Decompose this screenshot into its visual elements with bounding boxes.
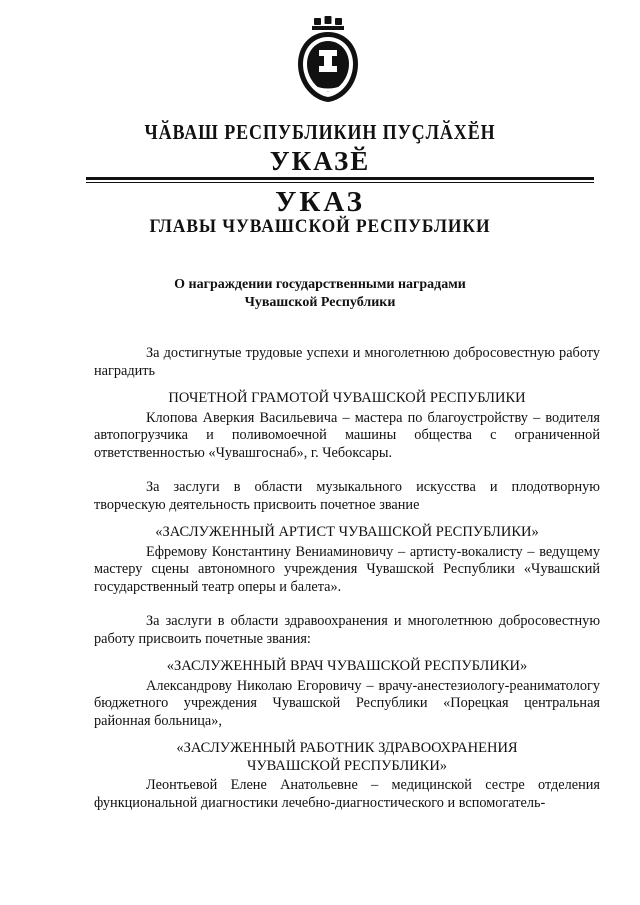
header-rule-thick <box>86 177 594 180</box>
award-name: «ЗАСЛУЖЕННЫЙ ВРАЧ ЧУВАШСКОЙ РЕСПУБЛИКИ» <box>166 658 528 674</box>
chuvash-republic-coat-of-arms-icon <box>292 16 364 104</box>
section-intro: За достигнутые трудовые успехи и многолетнюю добросовестную работу наградить <box>94 345 600 379</box>
award-name: ПОЧЕТНОЙ ГРАМОТОЙ ЧУВАШСКОЙ РЕСПУБЛИКИ <box>168 390 526 406</box>
award-name: «ЗАСЛУЖЕННЫЙ РАБОТНИК ЗДРАВООХРАНЕНИЯ ЧУВАШСКОЙ РЕСПУБЛИКИ» <box>176 740 518 774</box>
chuvash-decree-word: УКАЗӖ <box>269 146 371 176</box>
award-recipient: Ефремову Константину Вениаминовичу – артисту-вокалисту – ведущему мастеру сцены автономного учреждения Чувашской Республики «Чувашский государственный театр оперы и балета». <box>94 543 600 595</box>
award-recipient: Клопова Аверкия Васильевича – мастера по благоустройству – водителя автопогрузчика и поливомоечной машины общества с ограниченной ответственностью «Чувашгоснаб», г. Чебоксары. <box>94 409 600 461</box>
decree-title-line: О награждении государственными наградами <box>174 277 466 292</box>
award-recipient: Александрову Николаю Егоровичу – врачу-анестезиологу-реаниматологу бюджетного учреждения Чувашской Республики «Порецкая центральная районная больница», <box>94 677 600 729</box>
russian-heading: ГЛАВЫ ЧУВАШСКОЙ РЕСПУБЛИКИ <box>149 216 491 237</box>
award-name: «ЗАСЛУЖЕННЫЙ АРТИСТ ЧУВАШСКОЙ РЕСПУБЛИКИ» <box>155 524 539 540</box>
header-rule-thin <box>86 182 594 183</box>
section-intro: За заслуги в области здравоохранения и многолетнюю добросовестную работу присвоить почетные звания: <box>94 613 600 647</box>
chuvash-heading: ЧӐВАШ РЕСПУБЛИКИН ПУҪЛӐХӖН <box>144 120 496 144</box>
award-recipient: Леонтьевой Елене Анатольевне – медицинской сестре отделения функциональной диагностики лечебно-диагностического и вспомогатель- <box>94 777 600 811</box>
russian-decree-word: УКАЗ <box>275 186 365 218</box>
section-intro: За заслуги в области музыкального искусства и плодотворную творческую деятельность присвоить почетное звание <box>94 479 600 513</box>
decree-title <box>0 276 640 312</box>
decree-body <box>94 345 600 812</box>
decree-title-line: Чувашской Республики <box>244 295 396 310</box>
